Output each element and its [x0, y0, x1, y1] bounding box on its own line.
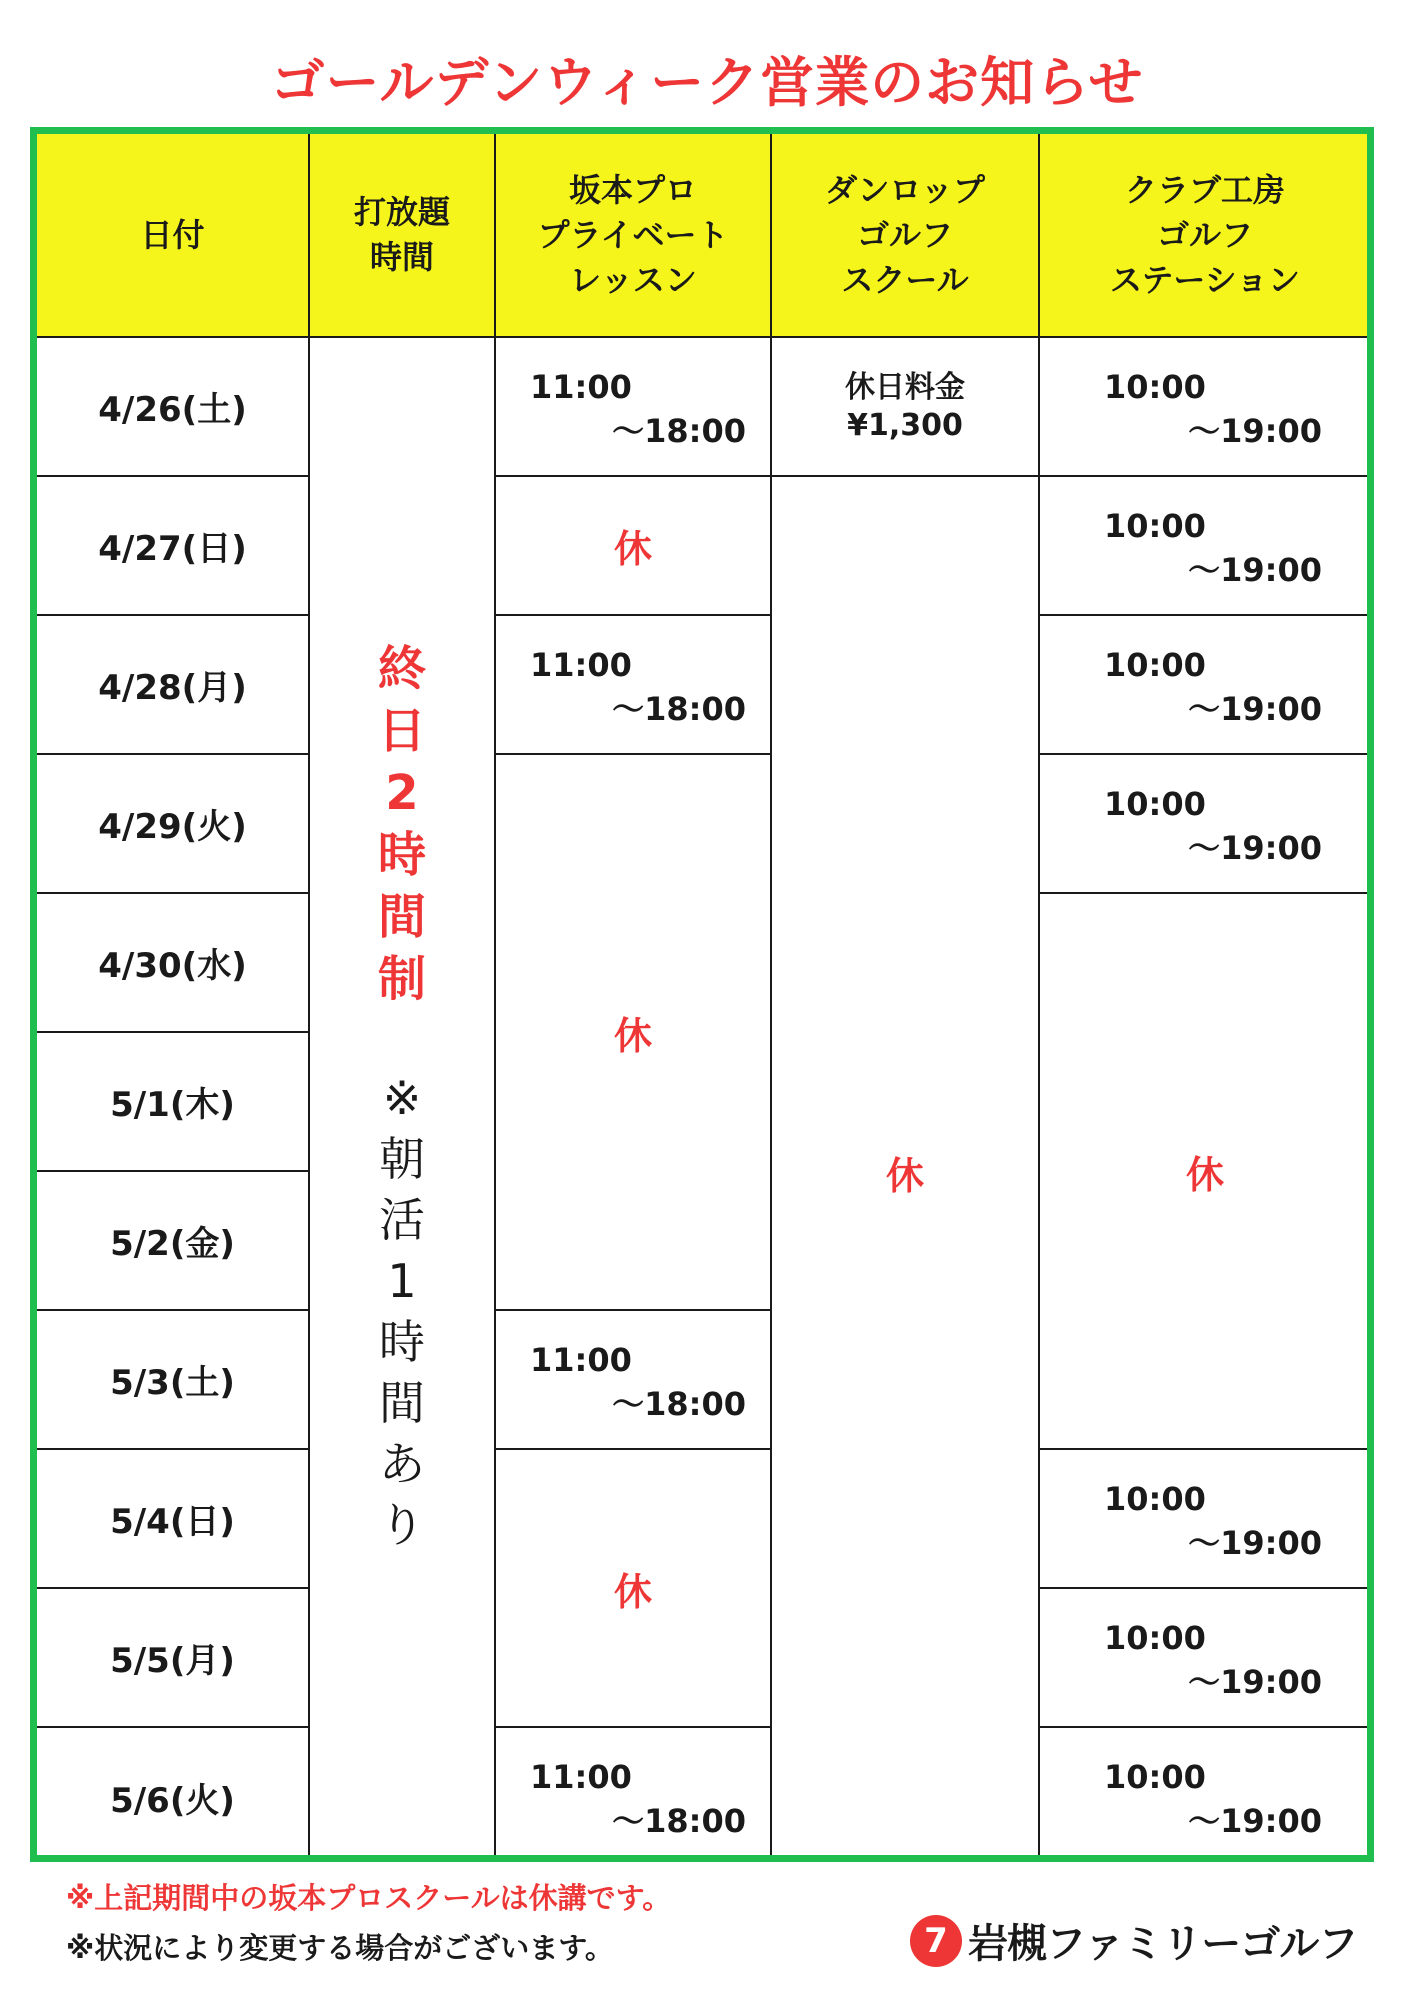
date-cell: 4/29(火): [37, 755, 310, 894]
schedule-table: [30, 127, 1374, 1862]
sakamoto-hours-cell: [496, 338, 772, 477]
vertical-char: 間: [377, 889, 426, 945]
close-time: 〜18:00: [612, 1802, 746, 1840]
vertical-char: 時: [377, 827, 426, 883]
header-date: 日付: [37, 134, 310, 338]
all-day-two-hour-limit: [378, 638, 426, 1010]
vertical-char: 活: [379, 1193, 425, 1247]
date-cell: 5/4(日): [37, 1450, 310, 1589]
dunlop-holiday-fee-cell: 休日料金 ¥1,300: [772, 338, 1040, 477]
close-time: 〜19:00: [1188, 1524, 1322, 1562]
vertical-char: 日: [377, 703, 426, 759]
open-time: 10:00: [1104, 368, 1206, 406]
club-hours-cell: [1040, 1589, 1370, 1728]
dunlop-closed-cell: 休: [772, 477, 1040, 1862]
club-hours-cell: [1040, 338, 1370, 477]
vertical-char: あ: [379, 1437, 425, 1491]
open-time: 10:00: [1104, 646, 1206, 684]
vertical-char: 制: [377, 951, 426, 1007]
close-time: 〜19:00: [1188, 690, 1322, 728]
club-closed-cell: 休: [1040, 894, 1370, 1450]
close-time: 〜19:00: [1188, 1802, 1322, 1840]
club-hours-cell: [1040, 477, 1370, 616]
date-cell: 5/6(火): [37, 1728, 310, 1862]
club-hours-cell: [1040, 755, 1370, 894]
open-time: 10:00: [1104, 507, 1206, 545]
sakamoto-hours-cell: [496, 616, 772, 755]
header-club: クラブ工房 ゴルフ ステーション: [1040, 134, 1370, 338]
header-sakamoto: 坂本プロ プライベート レッスン: [496, 134, 772, 338]
date-cell: 5/3(土): [37, 1311, 310, 1450]
close-time: 〜19:00: [1188, 829, 1322, 867]
vertical-char: ※: [382, 1071, 422, 1125]
club-hours-cell: [1040, 1728, 1370, 1862]
vertical-char: り: [379, 1498, 425, 1552]
close-time: 〜18:00: [612, 690, 746, 728]
header-dunlop: ダンロップ ゴルフ スクール: [772, 134, 1040, 338]
logo-mark-icon: 7: [910, 1915, 962, 1967]
open-time: 10:00: [1104, 785, 1206, 823]
open-time: 10:00: [1104, 1619, 1206, 1657]
close-time: 〜19:00: [1188, 1663, 1322, 1701]
date-cell: 4/26(土): [37, 338, 310, 477]
date-cell: 5/1(木): [37, 1033, 310, 1172]
change-notice: ※状況により変更する場合がございます。: [66, 1931, 614, 1965]
close-time: 〜19:00: [1188, 412, 1322, 450]
morning-one-hour-note: [379, 1068, 425, 1556]
vertical-char: 1: [387, 1254, 417, 1308]
date-cell: 5/5(月): [37, 1589, 310, 1728]
unlimited-hours-cell: [310, 338, 496, 1862]
club-hours-cell: [1040, 1450, 1370, 1589]
sakamoto-hours-cell: [496, 1728, 772, 1862]
open-time: 10:00: [1104, 1480, 1206, 1518]
open-time: 11:00: [530, 368, 632, 406]
date-cell: 4/28(月): [37, 616, 310, 755]
open-time: 11:00: [530, 1758, 632, 1796]
date-cell: 4/27(日): [37, 477, 310, 616]
sakamoto-hours-cell: [496, 1311, 772, 1450]
vertical-char: 朝: [379, 1132, 425, 1186]
open-time: 11:00: [530, 1341, 632, 1379]
date-cell: 4/30(水): [37, 894, 310, 1033]
school-cancel-note: ※上記期間中の坂本プロスクールは休講です。: [66, 1881, 672, 1915]
close-time: 〜19:00: [1188, 551, 1322, 589]
logo-text: 岩槻ファミリーゴルフ: [968, 1921, 1358, 1967]
sakamoto-closed-cell: 休: [496, 477, 772, 616]
open-time: 10:00: [1104, 1758, 1206, 1796]
sakamoto-closed-cell: 休: [496, 1450, 772, 1728]
vertical-char: 2: [385, 765, 419, 821]
vertical-char: 間: [379, 1376, 425, 1430]
date-cell: 5/2(金): [37, 1172, 310, 1311]
vertical-char: 時: [379, 1315, 425, 1369]
open-time: 11:00: [530, 646, 632, 684]
sakamoto-closed-cell: 休: [496, 755, 772, 1311]
close-time: 〜18:00: [612, 412, 746, 450]
vertical-char: 終: [377, 641, 426, 697]
header-unlimited: 打放題 時間: [310, 134, 496, 338]
page-title: ゴールデンウィーク営業のお知らせ: [270, 51, 1144, 114]
club-hours-cell: [1040, 616, 1370, 755]
company-logo: [910, 1912, 1357, 1969]
close-time: 〜18:00: [612, 1385, 746, 1423]
